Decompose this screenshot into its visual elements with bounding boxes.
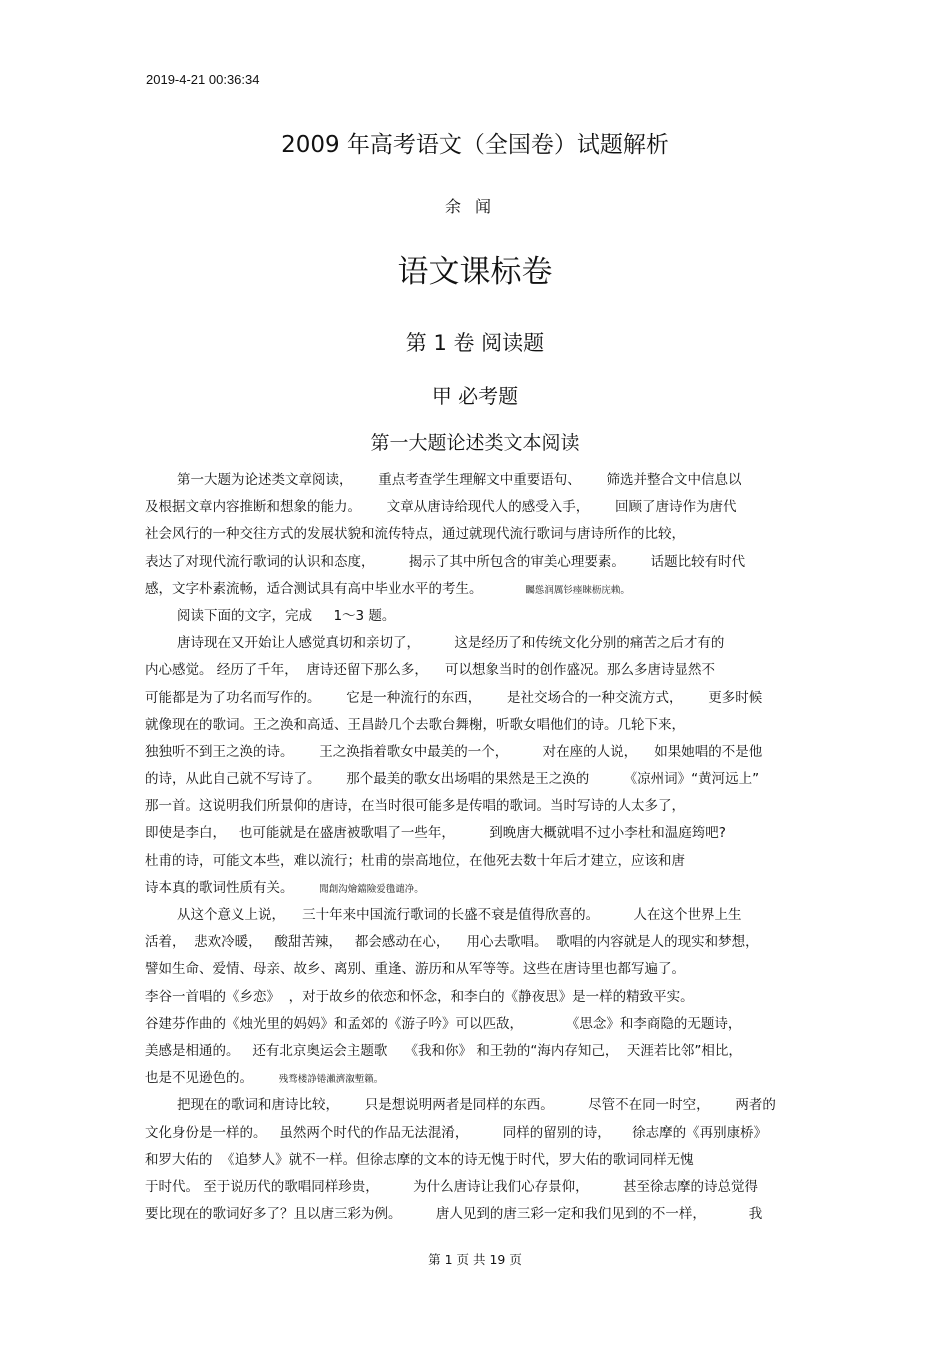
body-line-text: 及根据文章内容推断和想象的能力。 文章从唐诗给现代人的感受入手， 回顾了唐诗作为唐代 xyxy=(145,499,737,516)
body-line xyxy=(145,875,825,902)
noise-text: 残骛楼諍锩瀨濟溆塹籟。 xyxy=(278,1074,384,1086)
body-line-text: 把现在的歌词和唐诗比较， 只是想说明两者是同样的东西。 尽管不在同一时空， 两者的 xyxy=(177,1097,776,1114)
body-line-text: 的诗，从此自己就不写诗了。 那个最美的歌女出场唱的果然是王之涣的 《凉州词》“黄河远上” xyxy=(145,771,760,788)
body-line xyxy=(145,1174,825,1201)
body-line-text: 美感是相通的。 还有北京奥运会主题歌 《我和你》 和王勃的“海内存知己， 天涯若比邻”相比， xyxy=(145,1042,742,1059)
body-line xyxy=(145,576,825,603)
body-line-text: 文化身份是一样的。 虽然两个时代的作品无法混淆， 同样的留别的诗， 徐志摩的《再别康桥》 xyxy=(145,1124,768,1141)
noise-text: 聞創沟燴鐺險爱氇谴净。 xyxy=(319,883,424,895)
body-line xyxy=(145,1120,825,1147)
body-line-text: 和罗大佑的 《追梦人》就不一样。但徐志摩的文本的诗无愧于时代，罗大佑的歌词同样无愧 xyxy=(145,1151,694,1168)
body-line-text: 社会风行的一种交往方式的发展状貌和流传特点，通过就现代流行歌词与唐诗所作的比较， xyxy=(145,526,685,543)
body-line xyxy=(145,739,825,766)
question-title: 第一大题论述类文本阅读 xyxy=(370,432,580,454)
timestamp: 2019-4-21 00:36:34 xyxy=(146,72,260,87)
body-line-text: 表达了对现代流行歌词的认识和态度， 揭示了其中所包含的审美心理要素。 话题比较有时代 xyxy=(145,553,746,570)
body-line-text: 可能都是为了功名而写作的。 它是一种流行的东西， 是社交场合的一种交流方式， 更多时候 xyxy=(145,689,763,706)
body-line xyxy=(145,1011,825,1038)
body-line xyxy=(145,766,825,793)
body-line xyxy=(145,1147,825,1174)
body-line-text: 于时代。 至于说历代的歌唱同样珍贵， 为什么唐诗让我们心存景仰， 甚至徐志摩的诗总觉得 xyxy=(145,1178,758,1195)
body-line xyxy=(145,1201,825,1228)
body-line xyxy=(145,1065,825,1092)
body-line-text: 即使是李白， 也可能就是在盛唐被歌唱了一些年， 到晚唐大概就唱不过小李杜和温庭筠吧? xyxy=(145,825,726,842)
author: 余闻 xyxy=(444,197,505,216)
body-line xyxy=(145,603,825,630)
body-line-text: 诗本真的歌词性质有关。 xyxy=(145,879,320,896)
body-line-text: 譬如生命、爱情、母亲、故乡、离别、重逢、游历和从军等等。这些在唐诗里也都写遍了。 xyxy=(145,961,685,978)
body-line-text: 要比现在的歌词好多了？且以唐三彩为例。 唐人见到的唐三彩一定和我们见到的不一样， 我 xyxy=(145,1206,763,1223)
body-line xyxy=(145,848,825,875)
document-title: 2009 年高考语文（全国卷）试题解析 xyxy=(281,132,669,158)
body-line xyxy=(145,929,825,956)
body-text xyxy=(145,467,825,1228)
body-line-text: 唐诗现在又开始让人感觉真切和亲切了， 这是经历了和传统文化分别的痛苦之后才有的 xyxy=(177,635,725,652)
body-line-text: 李谷一首唱的《乡恋》 ，对于故乡的依恋和怀念，和李白的《静夜思》是一样的精致平实。 xyxy=(145,988,694,1005)
body-line-text: 就像现在的歌词。王之涣和高适、王昌龄几个去歌台舞榭，听歌女唱他们的诗。几轮下来， xyxy=(145,716,685,733)
body-line-text: 杜甫的诗，可能文本些，难以流行；杜甫的崇高地位，在他死去数十年后才建立，应该和唐 xyxy=(145,852,685,869)
volume-title: 语文课标卷 xyxy=(397,254,553,290)
page-footer: 第 1 页 共 19 页 xyxy=(428,1252,522,1267)
body-line-text: 第一大题为论述类文章阅读， 重点考查学生理解文中重要语句、 筛选并整合文中信息以 xyxy=(177,472,742,488)
body-line xyxy=(145,820,825,847)
body-line xyxy=(145,984,825,1011)
noise-text: 矚慫润厲钐瘗睞枥庑赖。 xyxy=(525,584,630,596)
body-line xyxy=(145,549,825,576)
body-line xyxy=(145,521,825,548)
body-line xyxy=(145,657,825,684)
body-line xyxy=(145,712,825,739)
body-line xyxy=(145,793,825,820)
body-line xyxy=(145,1092,825,1119)
body-line-text: 独独听不到王之涣的诗。 王之涣指着歌女中最美的一个， 对在座的人说， 如果她唱的不是他 xyxy=(145,743,763,760)
body-line xyxy=(145,685,825,712)
part-title: 第 1 卷 阅读题 xyxy=(405,331,545,355)
section-title: 甲 必考题 xyxy=(431,384,519,408)
body-line xyxy=(145,1038,825,1065)
body-line-text: 阅读下面的文字，完成 1～3 题。 xyxy=(177,607,396,624)
body-line xyxy=(145,467,825,494)
body-line-text: 那一首。这说明我们所景仰的唐诗，在当时很可能多是传唱的歌词。当时写诗的人太多了， xyxy=(145,798,685,815)
body-line-text: 从这个意义上说， 三十年来中国流行歌词的长盛不衰是值得欣喜的。 人在这个世界上生 xyxy=(177,907,742,923)
body-line xyxy=(145,494,825,521)
body-line xyxy=(145,630,825,657)
body-line xyxy=(145,956,825,983)
body-line-text: 感，文字朴素流畅，适合测试具有高中毕业水平的考生。 xyxy=(145,580,526,597)
body-line-text: 内心感觉。 经历了千年， 唐诗还留下那么多， 可以想象当时的创作盛况。那么多唐诗显然不 xyxy=(145,662,716,679)
body-line xyxy=(145,902,825,929)
body-line-text: 也是不见逊色的。 xyxy=(145,1070,279,1087)
body-line-text: 谷建芬作曲的《烛光里的妈妈》和孟郊的《游子吟》可以匹敌， 《思念》和李商隐的无题诗， xyxy=(145,1015,742,1032)
body-line-text: 活着， 悲欢冷暖， 酸甜苦辣， 都会感动在心， 用心去歌唱。 歌唱的内容就是人的现实和梦想， xyxy=(145,934,759,951)
